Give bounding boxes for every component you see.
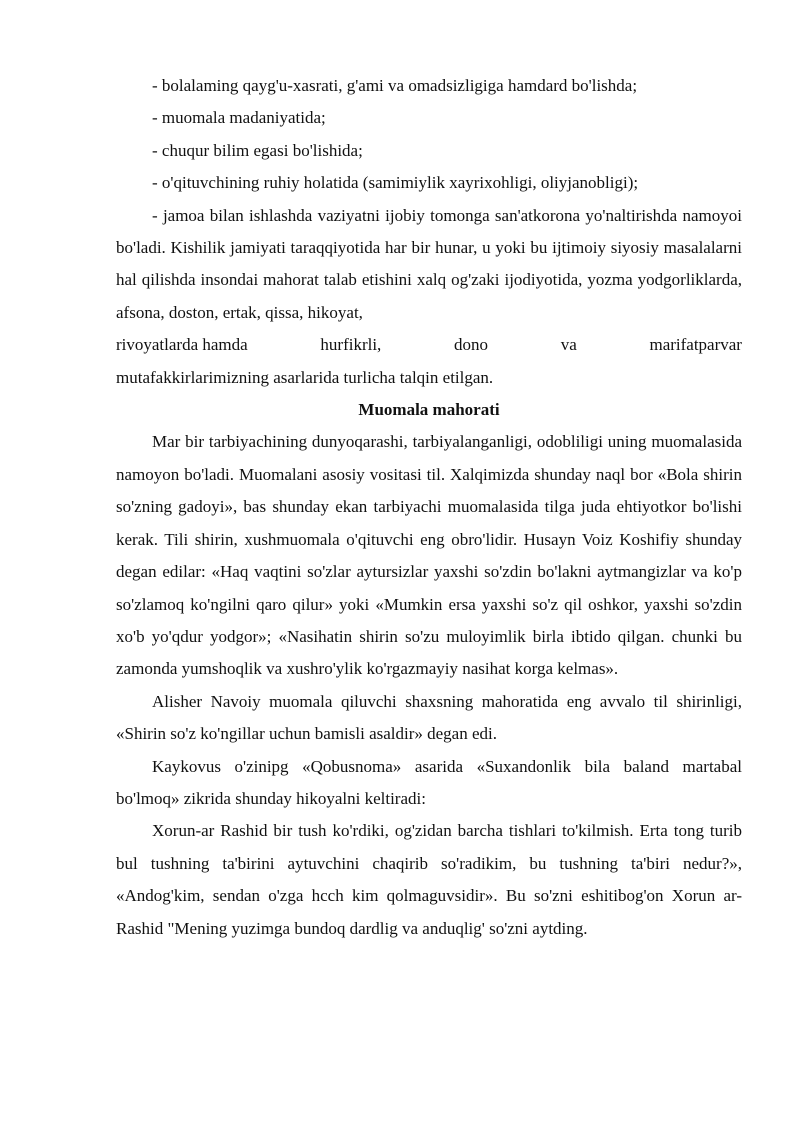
bullet-item: - chuqur bilim egasi bo'lishida; xyxy=(152,140,363,160)
paragraph: Mar bir tarbiyachining dunyoqarashi, tarbiyalanganligi, odobliligi uning muomalasida namoyon bo'ladi. Muomalani asosiy vositasi til. Xalqimizda shunday naql bor «Bola shirin so'zning gadoyi», bas shunday ekan tarbiyachi muomalasida tilga juda ehtiyotkor bo'lishi kerak. Tili shirin, xushmuomala o'qituvchi eng obro'lidir. Husayn Voiz Koshifiy shunday degan edilar: «Haq vaqtini so'zlar aytursizlar yaxshi so'zdin bo'lakni aytmangizlar va ko'p so'zlamoq ko'ngilni qaro qilur» yoki «Mumkin ersa yaxshi so'z qil oshkor, yaxshi so'zdin xo'b yo'qdur yodgor»; «Nasihatin shirin so'zu muloyimlik birla ibtido qilgan. chunki bu zamonda yumshoqlik va xushro'ylik ko'rgazmayiy nasihat korga kelmas». xyxy=(116,432,742,679)
paragraph: Kaykovus o'zinipg «Qobusnoma» asarida «Suxandonlik bila baland martabal bo'lmoq» zikrida shunday hikoyalni keltiradi: xyxy=(116,756,742,808)
document-page xyxy=(116,70,742,945)
line-word: dono xyxy=(454,335,489,355)
line-word: va xyxy=(560,335,577,355)
bullet-item: - jamoa bilan ishlashda vaziyatni ijobiy tomonga san'atkorona yo'naltirishda namoyoi bo'ladi. Kishilik jamiyati taraqqiyotida har bir hunar, u yoki bu ijtimoiy siyosiy masalalarni hal qilishda insondai mahorat talab etishini xalq og'zaki ijodiyotida, yozma yodgorliklarda, afsona, doston, ertak, qissa, hikoyat, xyxy=(116,205,742,322)
paragraph: Alisher Navoiy muomala qiluvchi shaxsning mahoratida eng avvalo til shirinligi, «Shirin so'z ko'ngillar uchun bamisli asaldir» degan edi. xyxy=(116,691,742,744)
bullet-item: - muomala madaniyatida; xyxy=(152,108,326,128)
line-word: rivoyatlarda hamda xyxy=(116,335,248,355)
line-word: marifatparvar xyxy=(649,335,742,355)
line-word: hurfikrli, xyxy=(320,335,382,355)
justified-line xyxy=(116,329,742,361)
bullet-item: - o'qituvchining ruhiy holatida (samimiylik xayrixohligi, oliyjanobligi); xyxy=(152,173,639,193)
paragraph-continuation: mutafakkirlarimizning asarlarida turlicha talqin etilgan. xyxy=(116,367,494,387)
paragraph: Xorun-ar Rashid bir tush ko'rdiki, og'zidan barcha tishlari to'kilmish. Erta tong turib bul tushning ta'birini aytuvchini chaqirib so'radikim, bu tushning ta'biri nedur?», «Andog'kim, sendan o'zga hcch kim qolmaguvsidir». Bu so'zni eshitibog'on Xorun ar-Rashid "Mening yuzimga bundoq dardlig va anduqlig' so'zni aytding. xyxy=(116,821,742,938)
bullet-item: - bolalaming qayg'u-xasrati, g'ami va omadsizligiga hamdard bo'lishda; xyxy=(152,76,638,95)
section-heading: Muomala mahorati xyxy=(358,400,500,420)
